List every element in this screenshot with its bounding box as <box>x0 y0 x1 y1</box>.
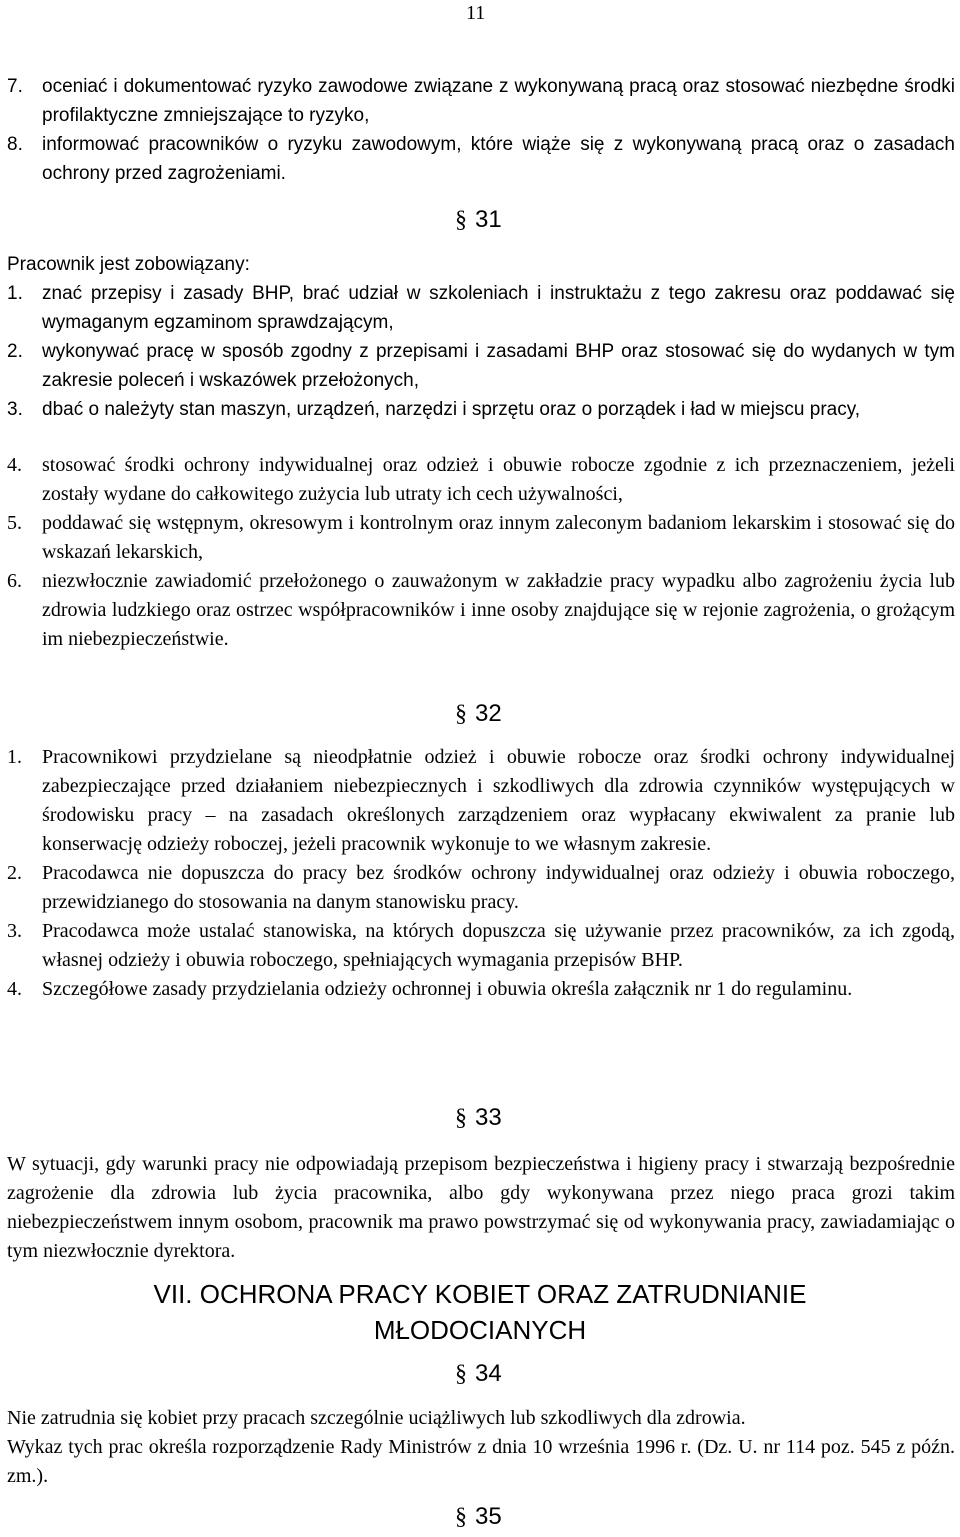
list-item <box>7 975 955 1004</box>
page-number: 11 <box>466 2 486 24</box>
item-text: Pracodawca nie dopuszcza do pracy bez środków ochrony indywidualnej oraz odzieży i obuwia roboczego, przewidzianego do stosowania na danym stanowisku pracy. <box>42 862 955 913</box>
item-number: 1. <box>7 746 22 768</box>
list-item <box>7 130 955 188</box>
item-number: 1. <box>7 283 23 304</box>
item-text: dbać o należyty stan maszyn, urządzeń, narzędzi i sprzętu oraz o porządek i ład w miejscu pracy, <box>42 399 861 420</box>
item-text: oceniać i dokumentować ryzyko zawodowe związane z wykonywaną pracą oraz stosować niezbędne środki profilaktyczne zmniejszające to ryzyko, <box>42 76 955 126</box>
item-number: 6. <box>7 570 22 592</box>
section-34-body <box>7 1404 955 1491</box>
list-item <box>7 72 955 130</box>
item-number: 3. <box>7 399 23 420</box>
section-number: 31 <box>475 206 502 233</box>
item-text: informować pracowników o ryzyku zawodowym, które wiąże się z wykonywaną pracą oraz o zasadach ochrony przed zagrożeniami. <box>42 134 955 184</box>
list-item <box>7 567 955 654</box>
item-number: 2. <box>7 341 23 362</box>
list-top <box>7 72 955 188</box>
list-item <box>7 743 955 859</box>
item-number: 5. <box>7 512 22 534</box>
section-heading-35 <box>455 1503 502 1531</box>
section-number: 33 <box>475 1104 502 1131</box>
item-text: Szczegółowe zasady przydzielania odzieży ochronnej i obuwia określa załącznik nr 1 do regulaminu. <box>42 978 853 1000</box>
section-31-body <box>7 250 955 424</box>
item-text: stosować środki ochrony indywidualnej oraz odzież i obuwie robocze zgodnie z ich przeznaczeniem, jeżeli zostały wydane do całkowitego zużycia lub utraty ich cech używalności, <box>42 454 955 505</box>
item-number: 2. <box>7 862 22 884</box>
section-number: 35 <box>475 1503 502 1530</box>
section-34-line-2: Wykaz tych prac określa rozporządzenie Rady Ministrów z dnia 10 września 1996 r. (Dz. U. nr 114 poz. 545 z późn. zm.). <box>7 1436 955 1487</box>
list-item <box>7 859 955 917</box>
section-sign: § <box>455 1361 467 1387</box>
item-number: 8. <box>7 134 23 155</box>
item-text: wykonywać pracę w sposób zgodny z przepisami i zasadami BHP oraz stosować się do wydanych w tym zakresie poleceń i wskazówek przełożonych, <box>42 341 955 391</box>
section-sign: § <box>455 207 467 233</box>
section-number: 32 <box>475 700 502 727</box>
section-sign: § <box>455 1504 467 1530</box>
item-number: 3. <box>7 920 22 942</box>
section-34-line-1: Nie zatrudnia się kobiet przy pracach szczególnie uciążliwych lub szkodliwych dla zdrowia. <box>7 1407 746 1429</box>
section-33-paragraph: W sytuacji, gdy warunki pracy nie odpowiadają przepisom bezpieczeństwa i higieny pracy i stwarzają bezpośrednie zagrożenie dla zdrowia lub życia pracownika, albo gdy wykonywana przez niego praca grozi takim niebezpieczeństwem innym osobom, pracownik ma prawo powstrzymać się od wykonywania pracy, zawiadamiając o tym niezwłocznie dyrektora. <box>7 1153 955 1262</box>
section-sign: § <box>455 701 467 727</box>
section-sign: § <box>455 1105 467 1131</box>
section-intro: Pracownik jest zobowiązany: <box>7 254 250 275</box>
chapter-heading-line-1: VII. OCHRONA PRACY KOBIET ORAZ ZATRUDNIANIE <box>153 1279 807 1309</box>
section-number: 34 <box>475 1360 502 1387</box>
section-heading-31 <box>455 206 502 234</box>
item-text: Pracodawca może ustalać stanowiska, na których dopuszcza się używanie przez pracowników, za ich zgodą, własnej odzieży i obuwia roboczego, spełniających wymagania przepisów BHP. <box>42 920 955 971</box>
item-text: znać przepisy i zasady BHP, brać udział w szkoleniach i instruktażu z tego zakresu oraz poddawać się wymaganym egzaminom sprawdzającym, <box>42 283 955 333</box>
item-text: Pracownikowi przydzielane są nieodpłatnie odzież i obuwie robocze oraz środki ochrony indywidualnej zabezpieczające przed działaniem niebezpiecznych i szkodliwych dla zdrowia czynników występujących w środowisku pracy – na zasadach określonych zarządzeniem oraz wypłacany ekwiwalent za pranie lub konserwację odzieży roboczej, jeżeli pracownik wykonuje to we własnym zakresie. <box>42 746 955 855</box>
list-item <box>7 451 955 509</box>
list-item <box>7 279 955 337</box>
list-item <box>7 917 955 975</box>
item-number: 7. <box>7 76 23 97</box>
section-31-body-cont <box>7 451 955 654</box>
section-heading-33 <box>455 1104 502 1132</box>
item-text: niezwłocznie zawiadomić przełożonego o zauważonym w zakładzie pracy wypadku albo zagrożeniu życia lub zdrowia ludzkiego oraz ostrzec współpracowników i inne osoby znajdujące się w rejonie zagrożenia, o grożącym im niebezpieczeństwie. <box>42 570 955 650</box>
item-number: 4. <box>7 978 22 1000</box>
list-item <box>7 395 955 424</box>
chapter-heading-line-2: MŁODOCIANYCH <box>373 1315 587 1345</box>
list-item <box>7 337 955 395</box>
chapter-heading <box>0 1276 960 1348</box>
section-heading-32 <box>455 700 502 728</box>
section-heading-34 <box>455 1360 502 1388</box>
section-32-body <box>7 743 955 1004</box>
item-number: 4. <box>7 454 22 476</box>
item-text: poddawać się wstępnym, okresowym i kontrolnym oraz innym zaleconym badaniom lekarskim i stosować się do wskazań lekarskich, <box>42 512 955 563</box>
list-item <box>7 509 955 567</box>
